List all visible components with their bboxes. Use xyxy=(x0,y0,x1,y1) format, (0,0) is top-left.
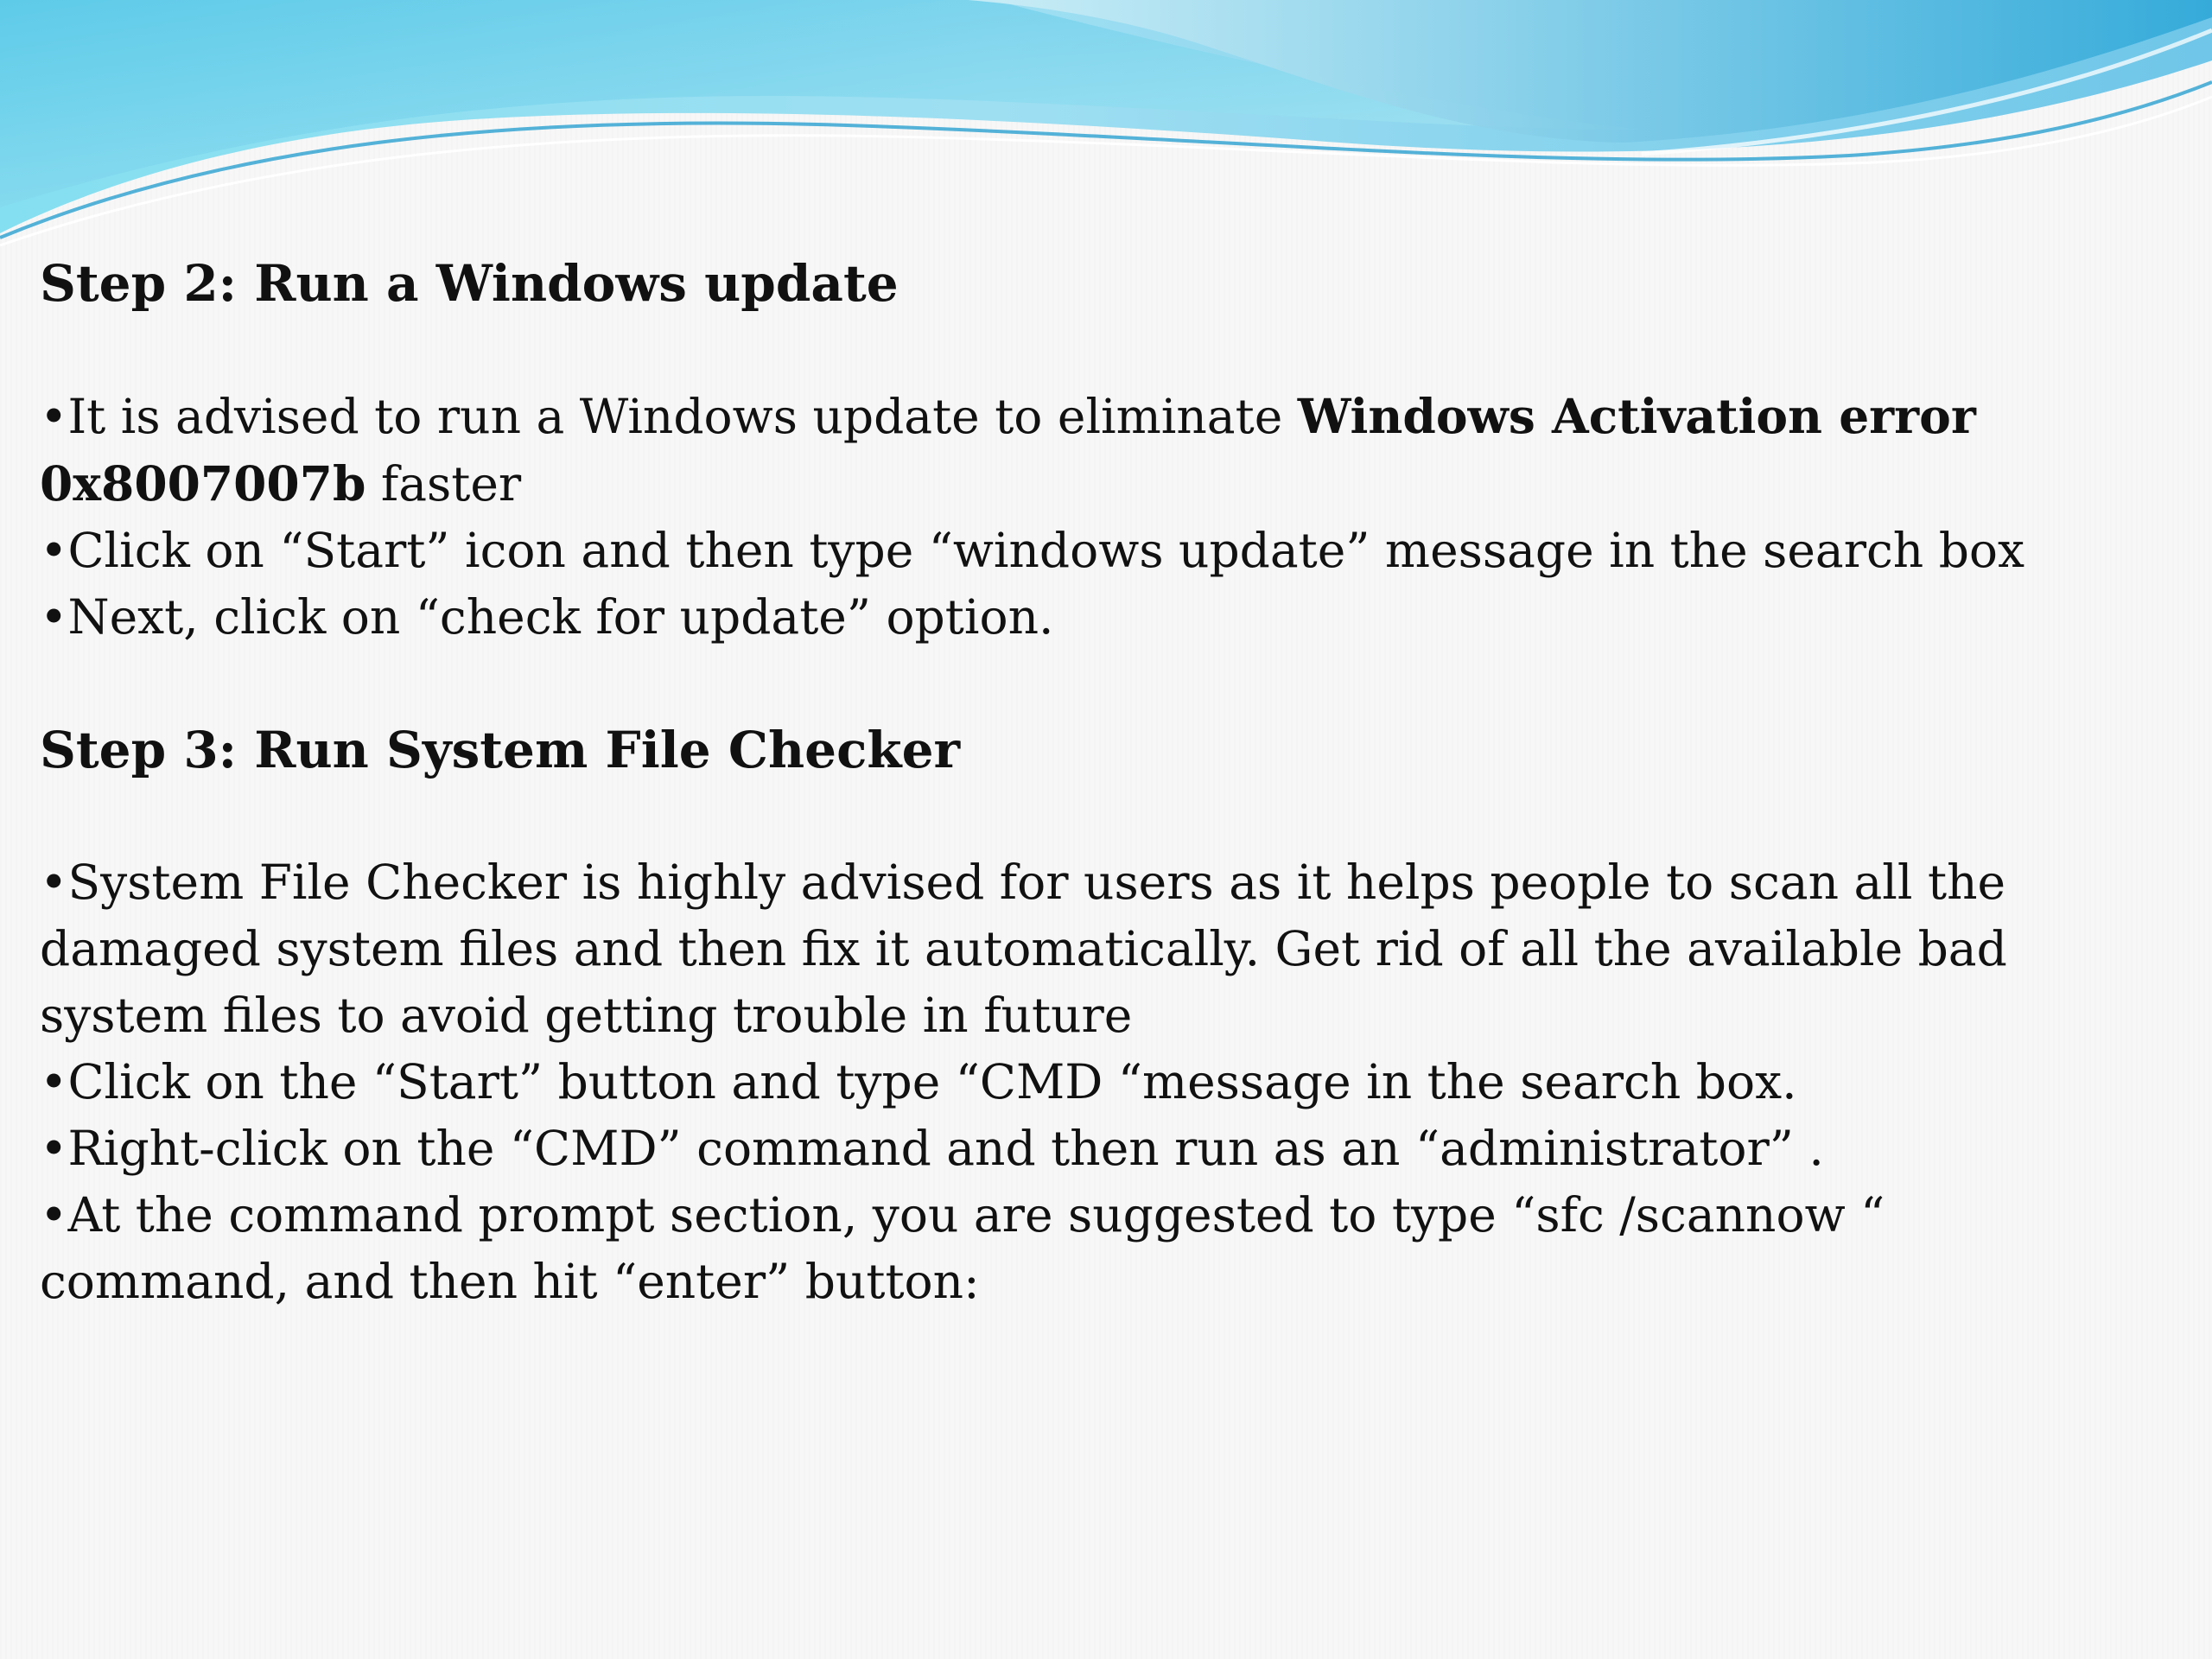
step-3-bullet-4: •At the command prompt section, you are suggested to type “sfc /scannow “ command, and then hit “enter” button: xyxy=(40,1187,1885,1309)
step-3-heading: Step 3: Run System File Checker xyxy=(40,721,961,779)
step-2-heading: Step 2: Run a Windows update xyxy=(40,254,899,313)
step-2-bullet-3: •Next, click on “check for update” option. xyxy=(40,589,1054,645)
step-2-bullet-1-bold-error: Windows Activation error 0x8007007b xyxy=(40,388,1976,512)
slide-content xyxy=(40,251,2044,1315)
step-3-bullet-1: •System File Checker is highly advised for users as it helps people to scan all the damaged system files and then fix it automatically. Get rid of all the available bad system files to avoid getting trouble in future xyxy=(40,855,2007,1043)
spacer xyxy=(40,651,2044,717)
step-2-bullet-1-suffix: faster xyxy=(365,456,522,512)
spacer xyxy=(40,316,2044,383)
step-3-bullet-2: •Click on the “Start” button and type “CMD “message in the search box. xyxy=(40,1054,1797,1109)
step-3-bullet-3: •Right-click on the “CMD” command and then run as an “administrator” . xyxy=(40,1121,1824,1176)
spacer xyxy=(40,783,2044,849)
header-wave-decoration xyxy=(0,0,2212,259)
step-2-bullet-2: •Click on “Start” icon and then type “windows update” message in the search box xyxy=(40,523,2025,578)
step-2-bullet-1-prefix: •It is advised to run a Windows update to eliminate xyxy=(40,389,1298,444)
step-2-bullet-1 xyxy=(40,383,2044,518)
